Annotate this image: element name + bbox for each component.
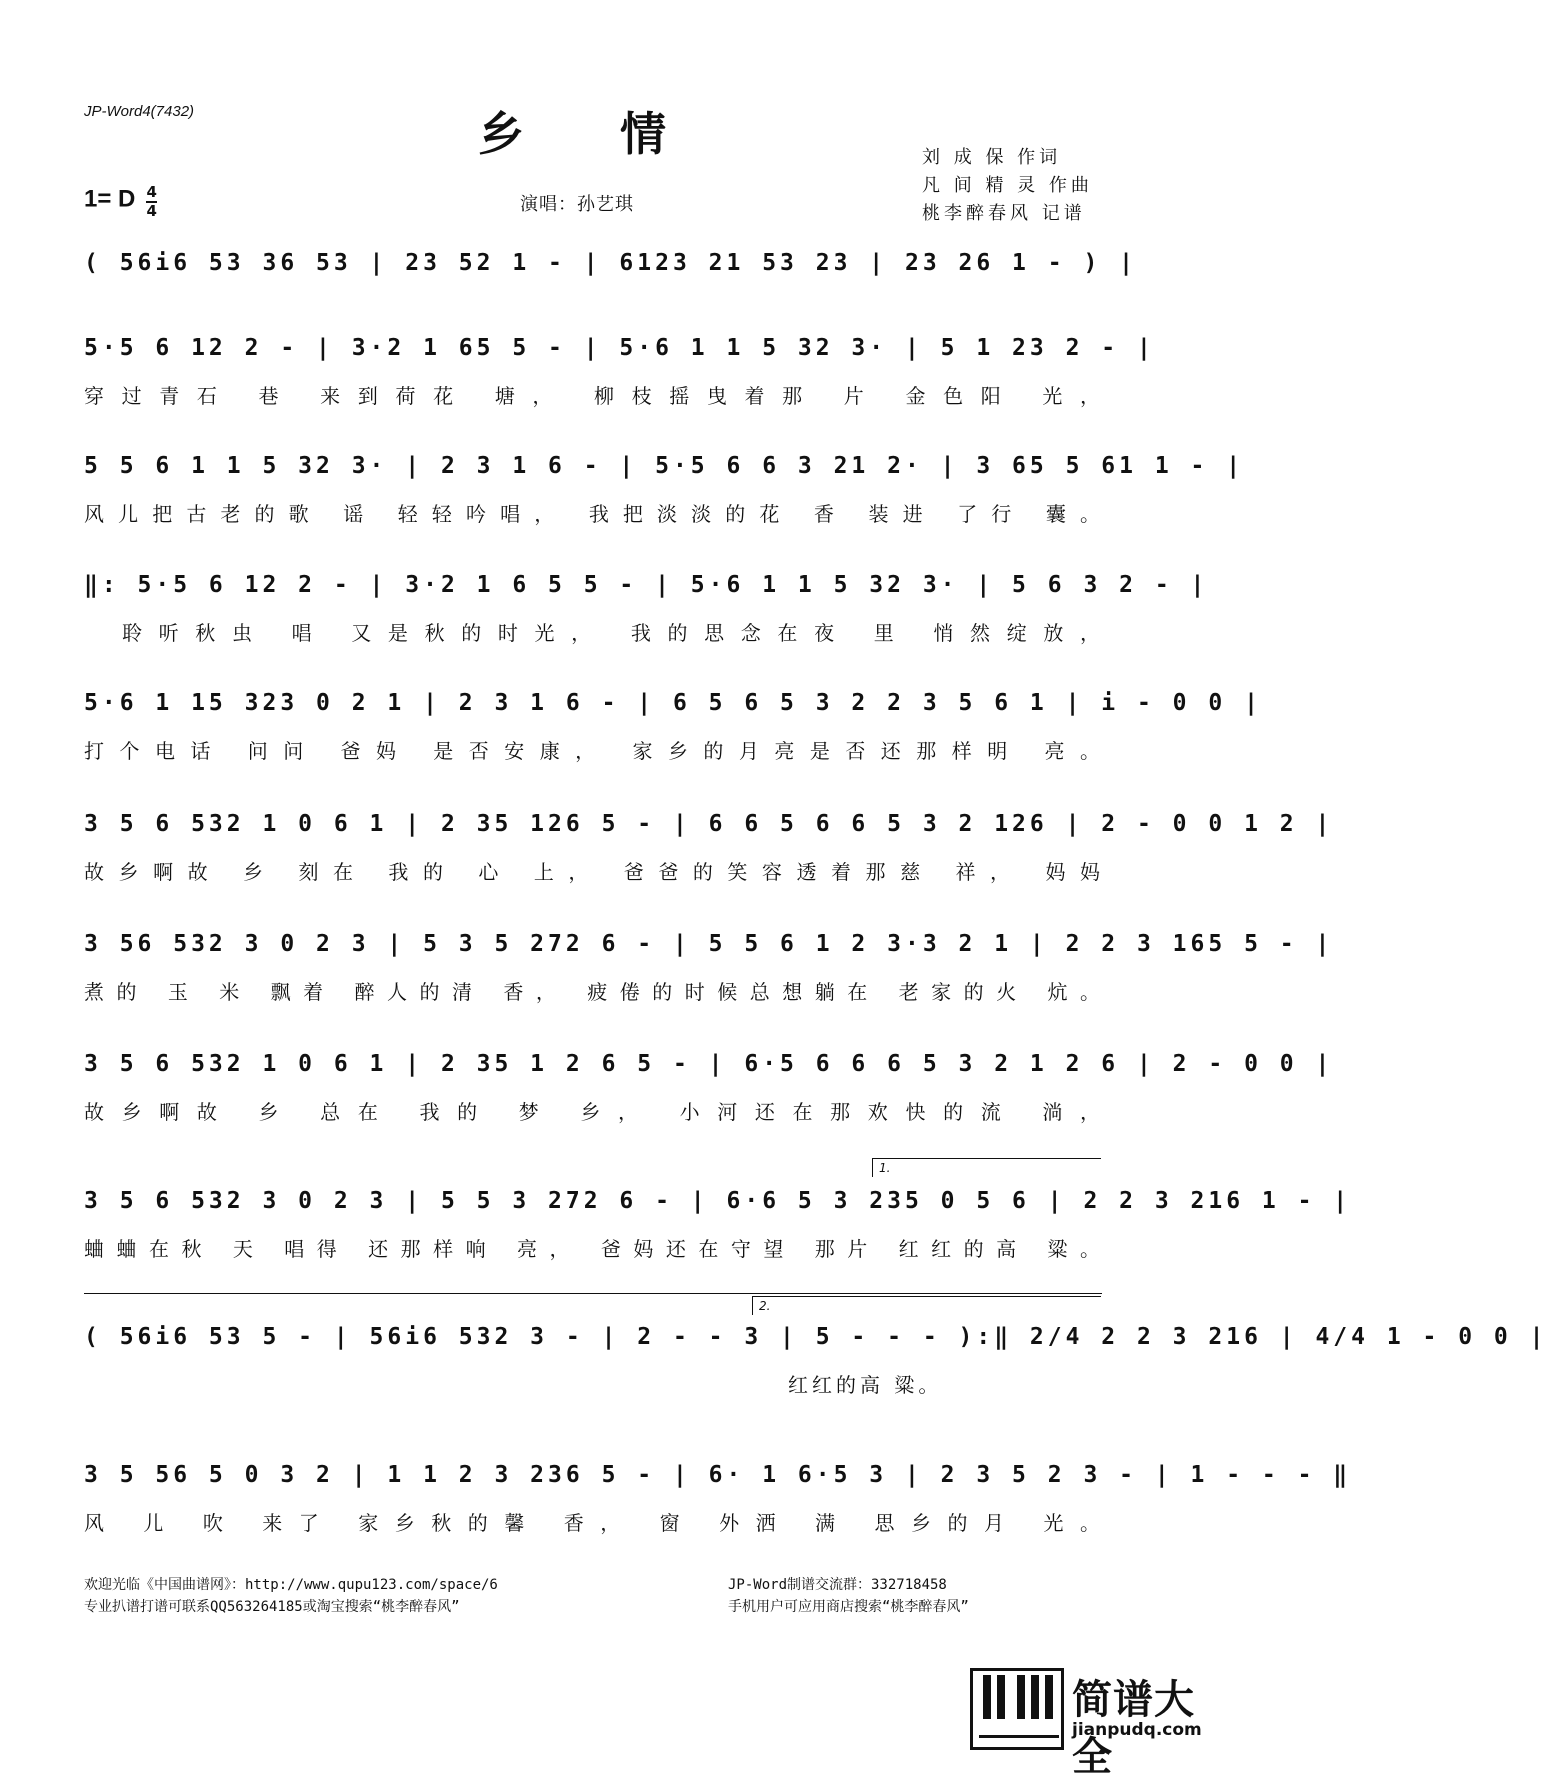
footer-group: JP-Word制谱交流群：332718458	[728, 1577, 947, 1593]
score-line-9: 3 5 6 532 3 0 2 3 | 5 5 3 272 6 - | 6·6 5 3 235 0 5 6 | 2 2 3 216 1 - |	[84, 1188, 1352, 1214]
singer: 演唱：孙艺琪	[520, 194, 634, 215]
time-bottom: 4	[146, 202, 157, 220]
footer-left	[84, 1574, 498, 1618]
footer-website: 欢迎光临《中国曲谱网》：http://www.qupu123.com/space/6	[84, 1577, 498, 1593]
credits	[922, 144, 1093, 228]
key-label: 1= D	[84, 185, 136, 213]
score-line-6: 3 5 6 532 1 0 6 1 | 2 35 126 5 - | 6 6 5 6 6 5 3 2 126 | 2 - 0 0 1 2 |	[84, 811, 1334, 837]
page-title: 乡 情	[478, 107, 707, 161]
score-line-11: 3 5 56 5 0 3 2 | 1 1 2 3 236 5 - | 6· 1 6·5 3 | 2 3 5 2 3 - | 1 - - - ‖	[84, 1462, 1352, 1488]
lyric-line-11: 风 儿 吹 来了 家乡秋的馨 香， 窗 外洒 满 思乡的月 光。	[84, 1511, 1102, 1535]
separator-line	[84, 1293, 1102, 1294]
lyric-line-5: 打个电话 问问 爸妈 是否安康， 家乡的月亮是否还那样明 亮。	[84, 739, 1102, 763]
lyric-line-6: 故乡啊故 乡 刻在 我的 心 上， 爸爸的笑容透着那慈 祥， 妈妈	[84, 860, 1102, 884]
transcriber: 桃李醉春风 记谱	[922, 203, 1086, 224]
software-version: JP-Word4(7432)	[84, 103, 195, 120]
logo-text: 简谱大全	[1072, 1677, 1195, 1780]
footer-app: 手机用户可应用商店搜索“桃李醉春风”	[728, 1599, 969, 1615]
score-line-1: ( 56i6 53 36 53 | 23 52 1 - | 6123 21 53 23 | 23 26 1 - ) |	[84, 250, 1137, 276]
score-line-4: ‖: 5·5 6 12 2 - | 3·2 1 6 5 5 - | 5·6 1 1 5 32 3· | 5 6 3 2 - |	[84, 572, 1209, 598]
score-line-3: 5 5 6 1 1 5 32 3· | 2 3 1 6 - | 5·5 6 6 3 21 2· | 3 65 5 61 1 - |	[84, 453, 1245, 479]
lyric-line-10: 红红的高 粱。	[788, 1373, 943, 1397]
lyric-line-3: 风儿把古老的歌 谣 轻轻吟唱， 我把淡淡的花 香 装进 了行 囊。	[84, 502, 1102, 526]
footer-right	[728, 1574, 969, 1618]
score-line-2: 5·5 6 12 2 - | 3·2 1 65 5 - | 5·6 1 1 5 32 3· | 5 1 23 2 - |	[84, 335, 1155, 361]
composer: 凡 间 精 灵 作曲	[922, 175, 1093, 196]
lyric-line-2: 穿过青石 巷 来到荷花 塘， 柳枝摇曳着那 片 金色阳 光，	[84, 384, 1102, 408]
volta-2: 2.	[752, 1296, 1101, 1315]
key-signature	[84, 185, 157, 219]
time-signature	[146, 185, 156, 219]
score-line-10: ( 56i6 53 5 - | 56i6 532 3 - | 2 - - 3 | 5 - - - ):‖ 2/4 2 2 3 216 | 4/4 1 - 0 0 |	[84, 1324, 1547, 1350]
lyric-line-9: 蛐蛐在秋 天 唱得 还那样响 亮， 爸妈还在守望 那片 红红的高 粱。	[84, 1237, 1102, 1261]
piano-logo-icon	[970, 1668, 1064, 1750]
score-line-8: 3 5 6 532 1 0 6 1 | 2 35 1 2 6 5 - | 6·5 6 6 6 5 3 2 1 2 6 | 2 - 0 0 |	[84, 1051, 1334, 1077]
footer-contact: 专业扒谱打谱可联系QQ563264185或淘宝搜索“桃李醉春风”	[84, 1599, 460, 1615]
score-line-5: 5·6 1 15 323 0 2 1 | 2 3 1 6 - | 6 5 6 5 3 2 2 3 5 6 1 | i - 0 0 |	[84, 690, 1262, 716]
lyric-line-8: 故乡啊故 乡 总在 我的 梦 乡， 小河还在那欢快的流 淌，	[84, 1100, 1102, 1124]
lyric-line-7: 煮的 玉 米 飘着 醉人的清 香， 疲倦的时候总想躺在 老家的火 炕。	[84, 980, 1102, 1004]
score-line-7: 3 56 532 3 0 2 3 | 5 3 5 272 6 - | 5 5 6 1 2 3·3 2 1 | 2 2 3 165 5 - |	[84, 931, 1334, 957]
time-top: 4	[146, 183, 157, 201]
lyric-line-4: 聆听秋虫 唱 又是秋的时光， 我的思念在夜 里 悄然绽放，	[122, 621, 1102, 645]
logo-url: jianpudq.com	[1072, 1720, 1202, 1740]
volta-1: 1.	[872, 1158, 1101, 1177]
lyricist: 刘 成 保 作词	[922, 147, 1062, 168]
